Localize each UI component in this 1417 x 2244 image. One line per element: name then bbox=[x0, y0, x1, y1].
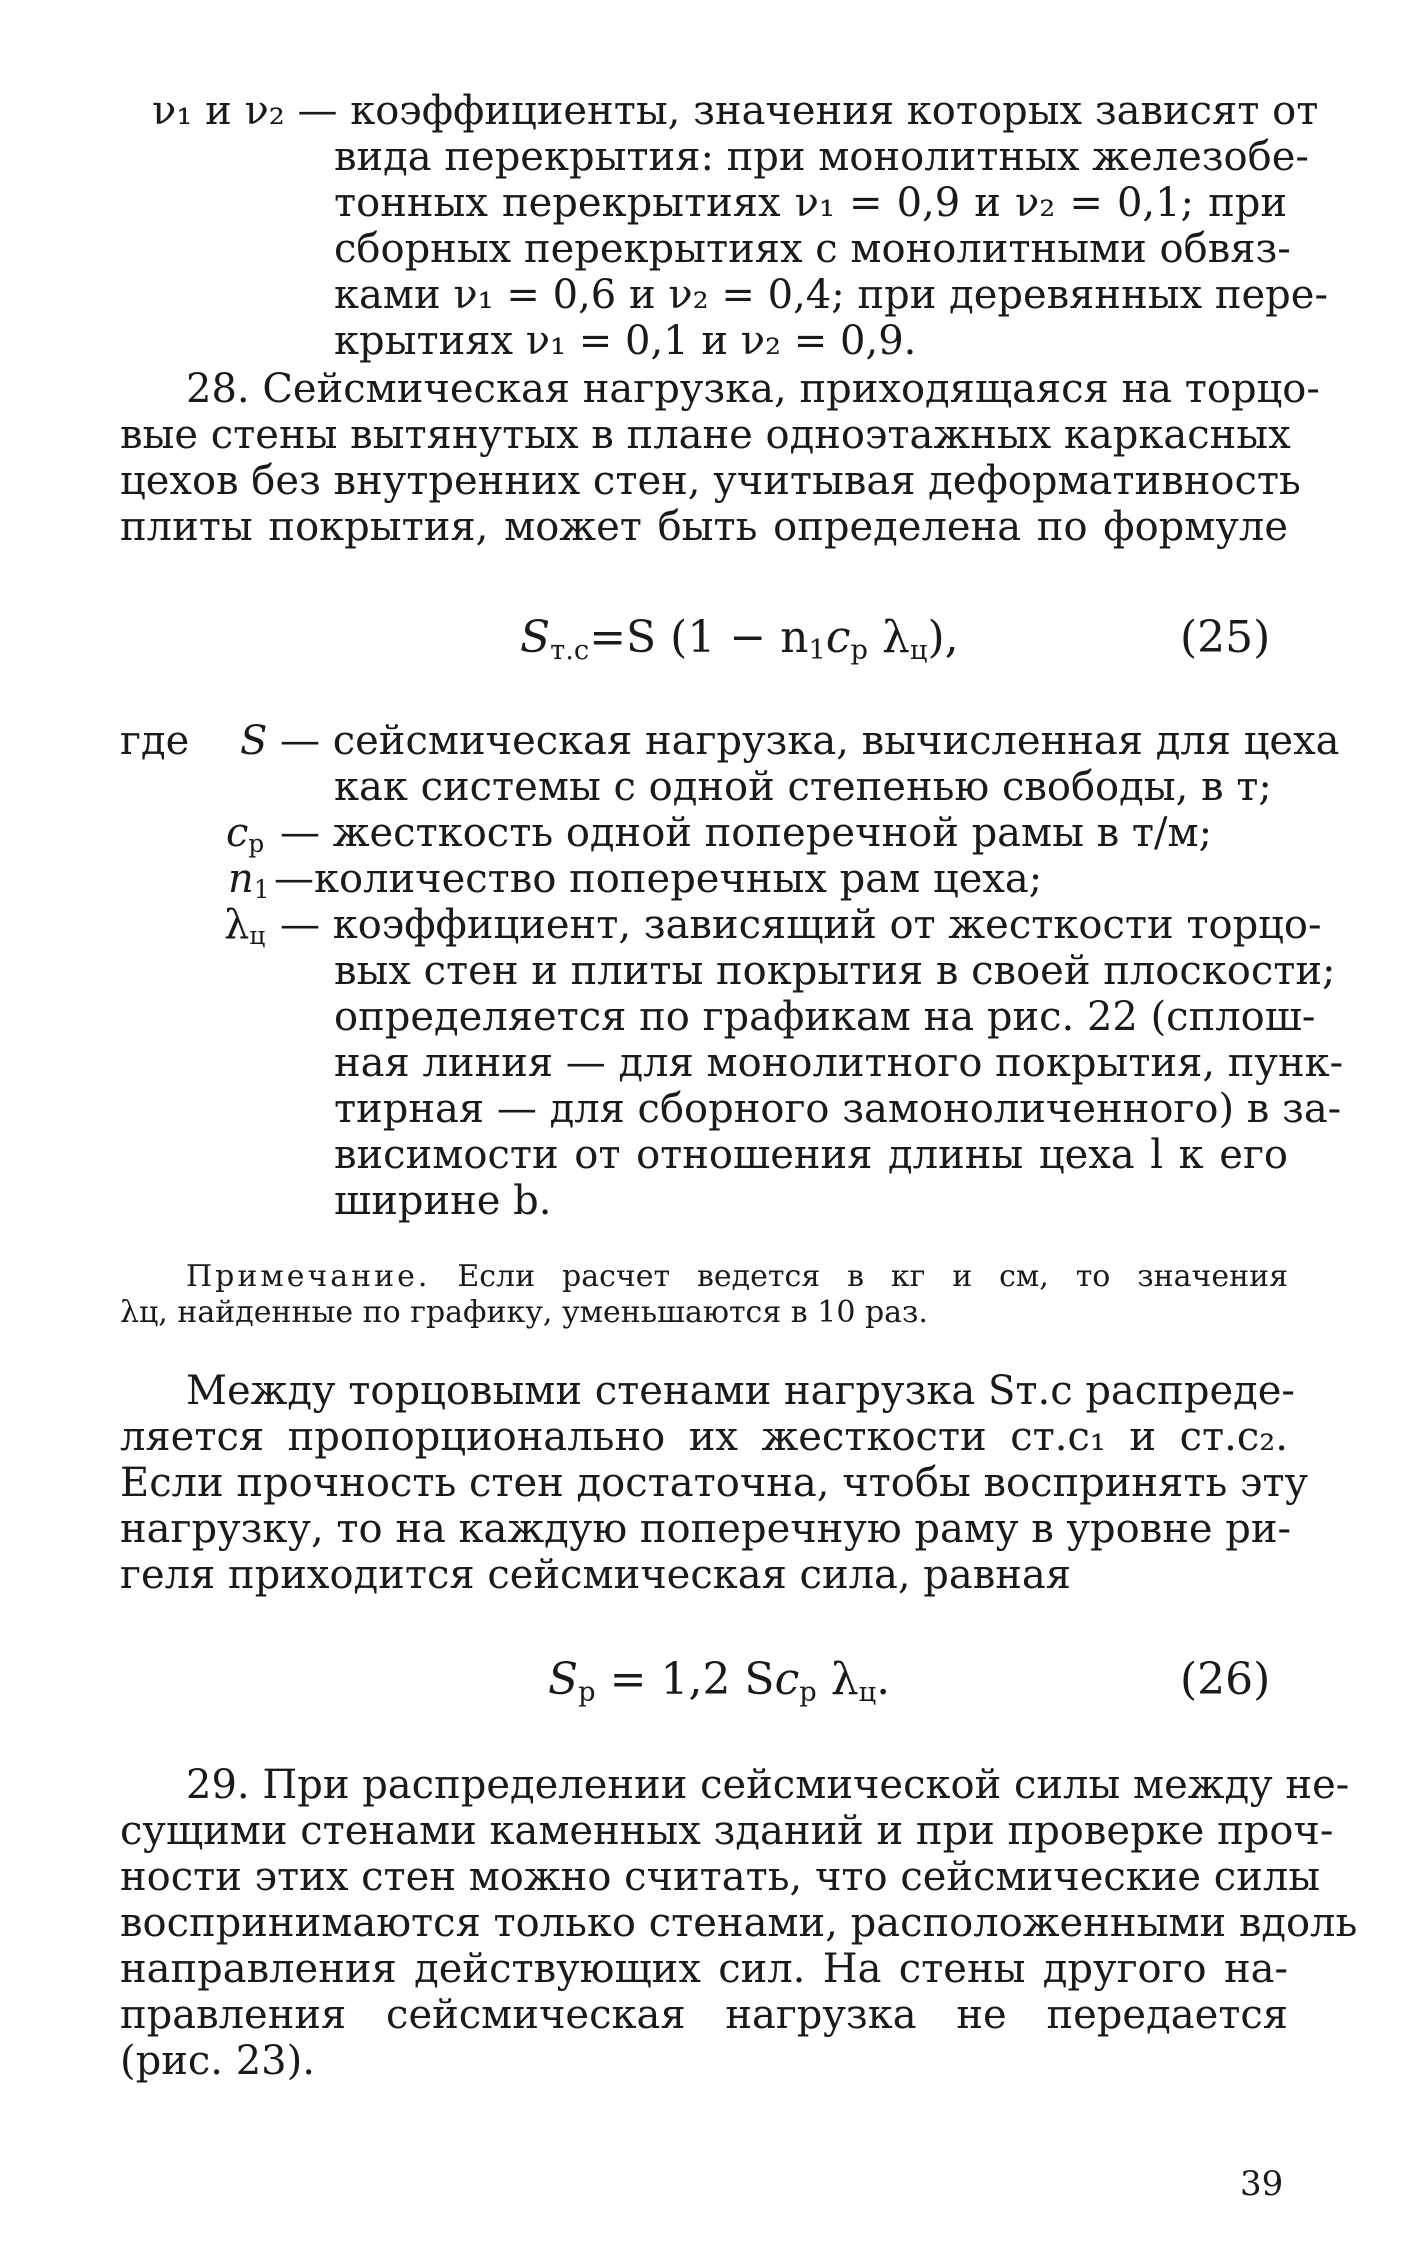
text-line: — сейсмическая нагрузка, вычисленная для цеха bbox=[280, 718, 1340, 764]
text-line: сущими стенами каменных зданий и при проверке проч- bbox=[120, 1808, 1334, 1854]
text-line: вые стены вытянутых в плане одноэтажных каркасных bbox=[120, 412, 1291, 458]
text-line: направления действующих сил. На стены другого на- bbox=[120, 1946, 1288, 1992]
text-line: плиты покрытия, может быть определена по формуле bbox=[120, 504, 1288, 550]
text-line: правления сейсмическая нагрузка не передается bbox=[120, 1992, 1288, 2038]
text-line: определяется по графикам на рис. 22 (сплош- bbox=[334, 994, 1316, 1040]
page-number: 39 bbox=[1240, 2164, 1284, 2204]
text-line: ляется пропорционально их жесткости cт.с₁ и cт.с₂. bbox=[120, 1414, 1288, 1460]
equation-25 bbox=[520, 612, 959, 666]
def-term-n1: $n_1$ bbox=[228, 856, 270, 905]
note-line: λц, найденные по графику, уменьшаются в 10 раз. bbox=[120, 1295, 928, 1330]
eq-text: . bbox=[876, 1654, 891, 1705]
text-line: вида перекрытия: при монолитных железобе- bbox=[334, 134, 1309, 180]
note-label: Примечание. bbox=[186, 1259, 431, 1294]
text-line: нагрузку, то на каждую поперечную раму в уровне ри- bbox=[120, 1506, 1292, 1552]
text-line: крытиях ν₁ = 0,1 и ν₂ = 0,9. bbox=[334, 318, 917, 364]
eq-subscript: ц bbox=[909, 634, 928, 666]
def-term-lambda: $\lambda_ц$ bbox=[224, 902, 266, 951]
text-line: 29. При распределении сейсмической силы между не- bbox=[186, 1762, 1350, 1808]
text-line: тирная — для сборного замоноличенного) в за- bbox=[334, 1086, 1342, 1132]
note-line: Примечание. Если расчет ведется в кг и см, то значения bbox=[186, 1259, 1288, 1294]
text-line: тонных перекрытиях ν₁ = 0,9 и ν₂ = 0,1; при bbox=[334, 180, 1287, 226]
text-line: ности этих стен можно считать, что сейсмические силы bbox=[120, 1854, 1321, 1900]
text-line: воспринимаются только стенами, расположенными вдоль bbox=[120, 1900, 1358, 1946]
eq-symbol: c bbox=[774, 1654, 800, 1705]
text-line: висимости от отношения длины цеха l к его bbox=[334, 1132, 1288, 1178]
eq-symbol: λ bbox=[882, 612, 910, 663]
text-line: сборных перекрытиях с монолитными обвяз- bbox=[334, 226, 1291, 272]
eq-subscript: р bbox=[578, 1676, 596, 1708]
equation-number: (26) bbox=[1180, 1654, 1271, 1705]
eq-subscript: т.с bbox=[550, 634, 590, 666]
text-line: ками ν₁ = 0,6 и ν₂ = 0,4; при деревянных пере- bbox=[334, 272, 1328, 318]
text-line: — коэффициент, зависящий от жесткости торцо- bbox=[280, 902, 1322, 948]
eq-text: = 1,2 S bbox=[595, 1654, 775, 1705]
text-line: Если прочность стен достаточна, чтобы воспринять эту bbox=[120, 1460, 1309, 1506]
eq-symbol: λ bbox=[830, 1654, 859, 1705]
text-line: ν₁ и ν₂ — коэффициенты, значения которых зависят от bbox=[152, 88, 1319, 134]
eq-subscript: р bbox=[850, 634, 869, 666]
where-label: где bbox=[120, 718, 190, 764]
eq-subscript: р bbox=[799, 1676, 817, 1708]
text-line: Между торцовыми стенами нагрузка Sт.с распреде- bbox=[186, 1368, 1295, 1414]
eq-symbol: S bbox=[548, 1654, 579, 1705]
text-line: — жесткость одной поперечной рамы в т/м; bbox=[280, 810, 1213, 856]
text-line: как системы с одной степенью свободы, в т; bbox=[334, 764, 1272, 810]
eq-subscript: ц bbox=[858, 1676, 877, 1708]
text-line: вых стен и плиты покрытия в своей плоскости; bbox=[334, 948, 1336, 994]
text-line: —количество поперечных рам цеха; bbox=[274, 856, 1043, 902]
text-line: 28. Сейсмическая нагрузка, приходящаяся на торцо- bbox=[186, 366, 1320, 412]
text-line: геля приходится сейсмическая сила, равная bbox=[120, 1552, 1072, 1598]
eq-text: ), bbox=[927, 612, 959, 663]
text-line: (рис. 23). bbox=[120, 2038, 315, 2084]
text-line: ширине b. bbox=[334, 1178, 552, 1224]
equation-number: (25) bbox=[1180, 612, 1271, 663]
def-term-S: S bbox=[240, 718, 268, 764]
text-line: цехов без внутренних стен, учитывая деформативность bbox=[120, 458, 1301, 504]
text-line: ная линия — для монолитного покрытия, пунк- bbox=[334, 1040, 1344, 1086]
eq-text: =S (1 − n bbox=[589, 612, 809, 663]
eq-symbol: c bbox=[825, 612, 851, 663]
def-term-cp: $c_р$ bbox=[226, 810, 265, 859]
eq-symbol: S bbox=[520, 612, 551, 663]
eq-subscript: 1 bbox=[808, 634, 826, 666]
equation-26 bbox=[548, 1654, 890, 1708]
